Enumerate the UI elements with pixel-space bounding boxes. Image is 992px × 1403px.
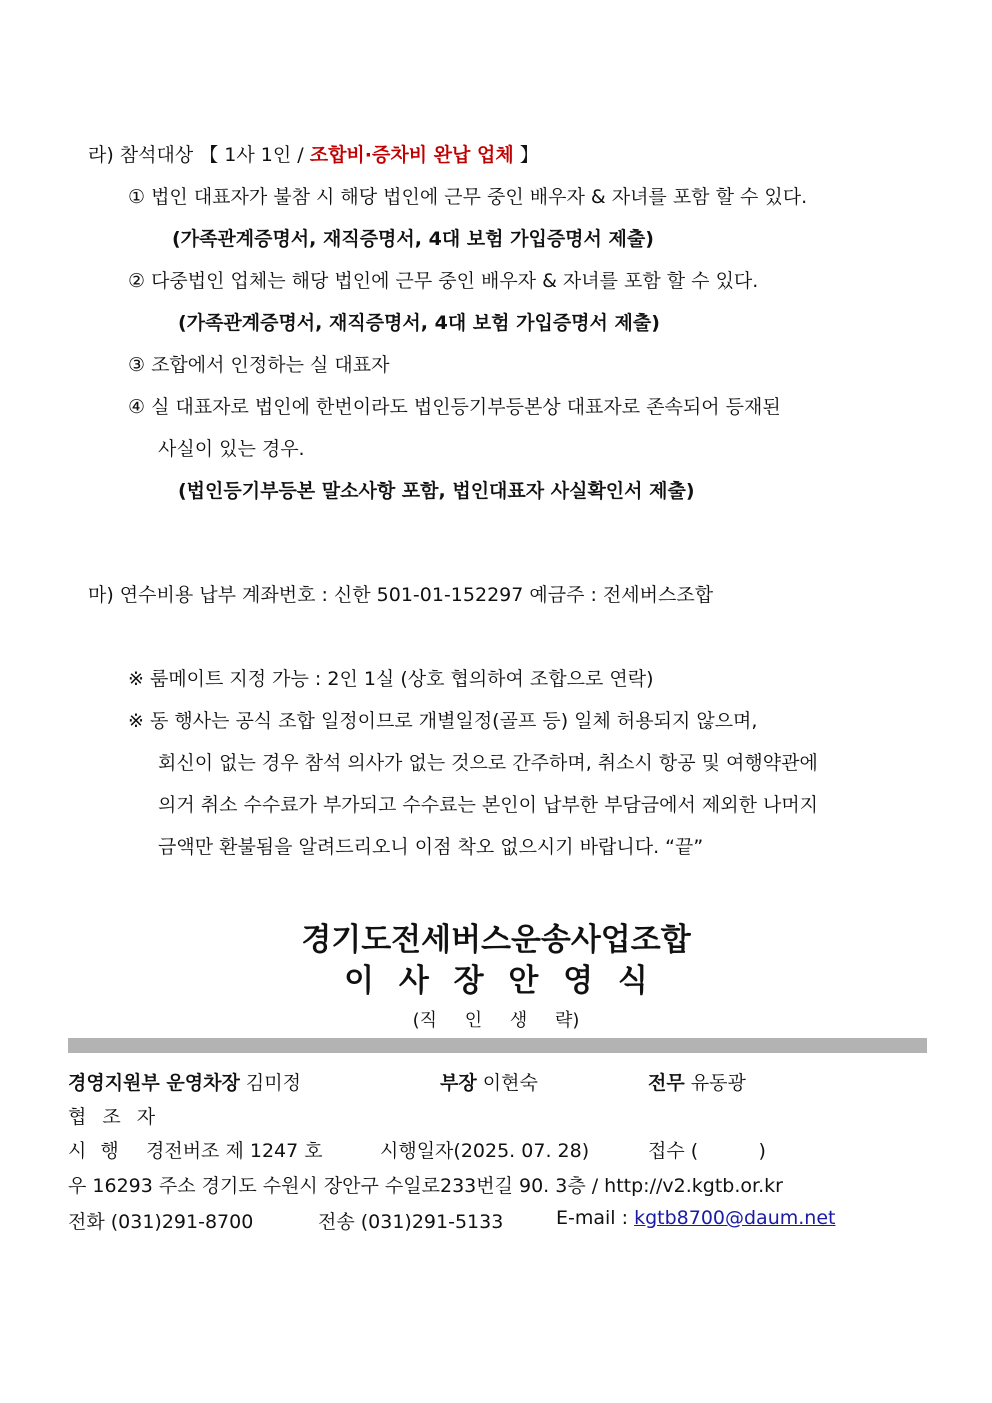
phone: 전화 (031)291-8700 [68,1211,254,1233]
enforce-number: 경전버조 제 1247 호 [146,1140,323,1162]
account-info: 마) 연수비용 납부 계좌번호 : 신한 501-01-152297 예금주 : 전세버스조합 [88,584,714,606]
fax: 전송 (031)291-5133 [318,1211,504,1233]
attendee-item-4-cont: 사실이 있는 경우. [158,438,305,460]
attendee-heading-prefix: 라) 참석대상 【 1사 1인 / [88,144,310,166]
note-policy-line3: 의거 취소 수수료가 부가되고 수수료는 본인이 납부한 부담금에서 제외한 나머지 [158,794,819,816]
attendee-item-4: ④ 실 대표자로 법인에 한번이라도 법인등기부등본상 대표자로 존속되어 등재된 [128,396,781,418]
attendee-heading-highlight: 조합비·증차비 완납 업체 [309,144,514,166]
cooperator-label: 협 조 자 [68,1106,156,1128]
attendee-item-1: ① 법인 대표자가 불참 시 해당 법인에 근무 중인 배우자 & 자녀를 포함 할 수 있다. [128,186,808,208]
staff3 [648,1068,746,1095]
note-policy-line4: 금액만 환불됨을 알려드리오니 이점 착오 없으시기 바랍니다. “끝” [158,836,704,858]
email-link[interactable]: kgtb8700@daum.net [634,1207,836,1229]
enforce-date: 시행일자(2025. 07. 28) [380,1140,590,1162]
attendee-heading [88,140,539,167]
email-line [556,1207,835,1229]
note-roommate: ※ 룸메이트 지정 가능 : 2인 1실 (상호 협의하여 조합으로 연락) [128,668,654,690]
attendee-item-2-note: (가족관계증명서, 재직증명서, 4대 보험 가입증명서 제출) [178,312,660,334]
attendee-item-1-note: (가족관계증명서, 재직증명서, 4대 보험 가입증명서 제출) [172,228,654,250]
attendee-item-3: ③ 조합에서 인정하는 실 대표자 [128,354,390,376]
chairman-name: 이 사 장 안 영 식 [344,963,648,999]
attendee-heading-suffix: 】 [513,144,539,166]
staff1-name: 김미정 [245,1072,301,1094]
email-label: E-mail : [556,1207,629,1229]
note-policy-line1: ※ 동 행사는 공식 조합 일정이므로 개별일정(골프 등) 일체 허용되지 않으며, [128,710,758,732]
note-policy-line2: 회신이 없는 경우 참석 의사가 없는 것으로 간주하며, 취소시 항공 및 여행약관에 [158,752,818,774]
enforce-label: 시 행 [68,1140,119,1162]
attendee-item-4-note: (법인등기부등본 말소사항 포함, 법인대표자 사실확인서 제출) [178,480,695,502]
footer-divider [68,1038,927,1053]
staff1-role: 경영지원부 운영차장 [68,1072,240,1094]
staff2-role: 부장 [440,1072,477,1094]
staff2 [440,1068,538,1095]
attendee-item-2: ② 다중법인 업체는 해당 법인에 근무 중인 배우자 & 자녀를 포함 할 수 있다. [128,270,759,292]
staff-line [68,1068,301,1095]
staff3-role: 전무 [648,1072,685,1094]
organization-name: 경기도전세버스운송사업조합 [301,922,691,958]
seal-omitted: (직 인 생 략) [412,1010,580,1031]
receipt-field: 접수 ( ) [648,1140,766,1162]
staff3-name: 유동광 [690,1072,746,1094]
staff2-name: 이현숙 [482,1072,538,1094]
address-line: 우 16293 주소 경기도 수원시 장안구 수일로233번길 90. 3층 / http://v2.kgtb.or.kr [68,1175,783,1197]
